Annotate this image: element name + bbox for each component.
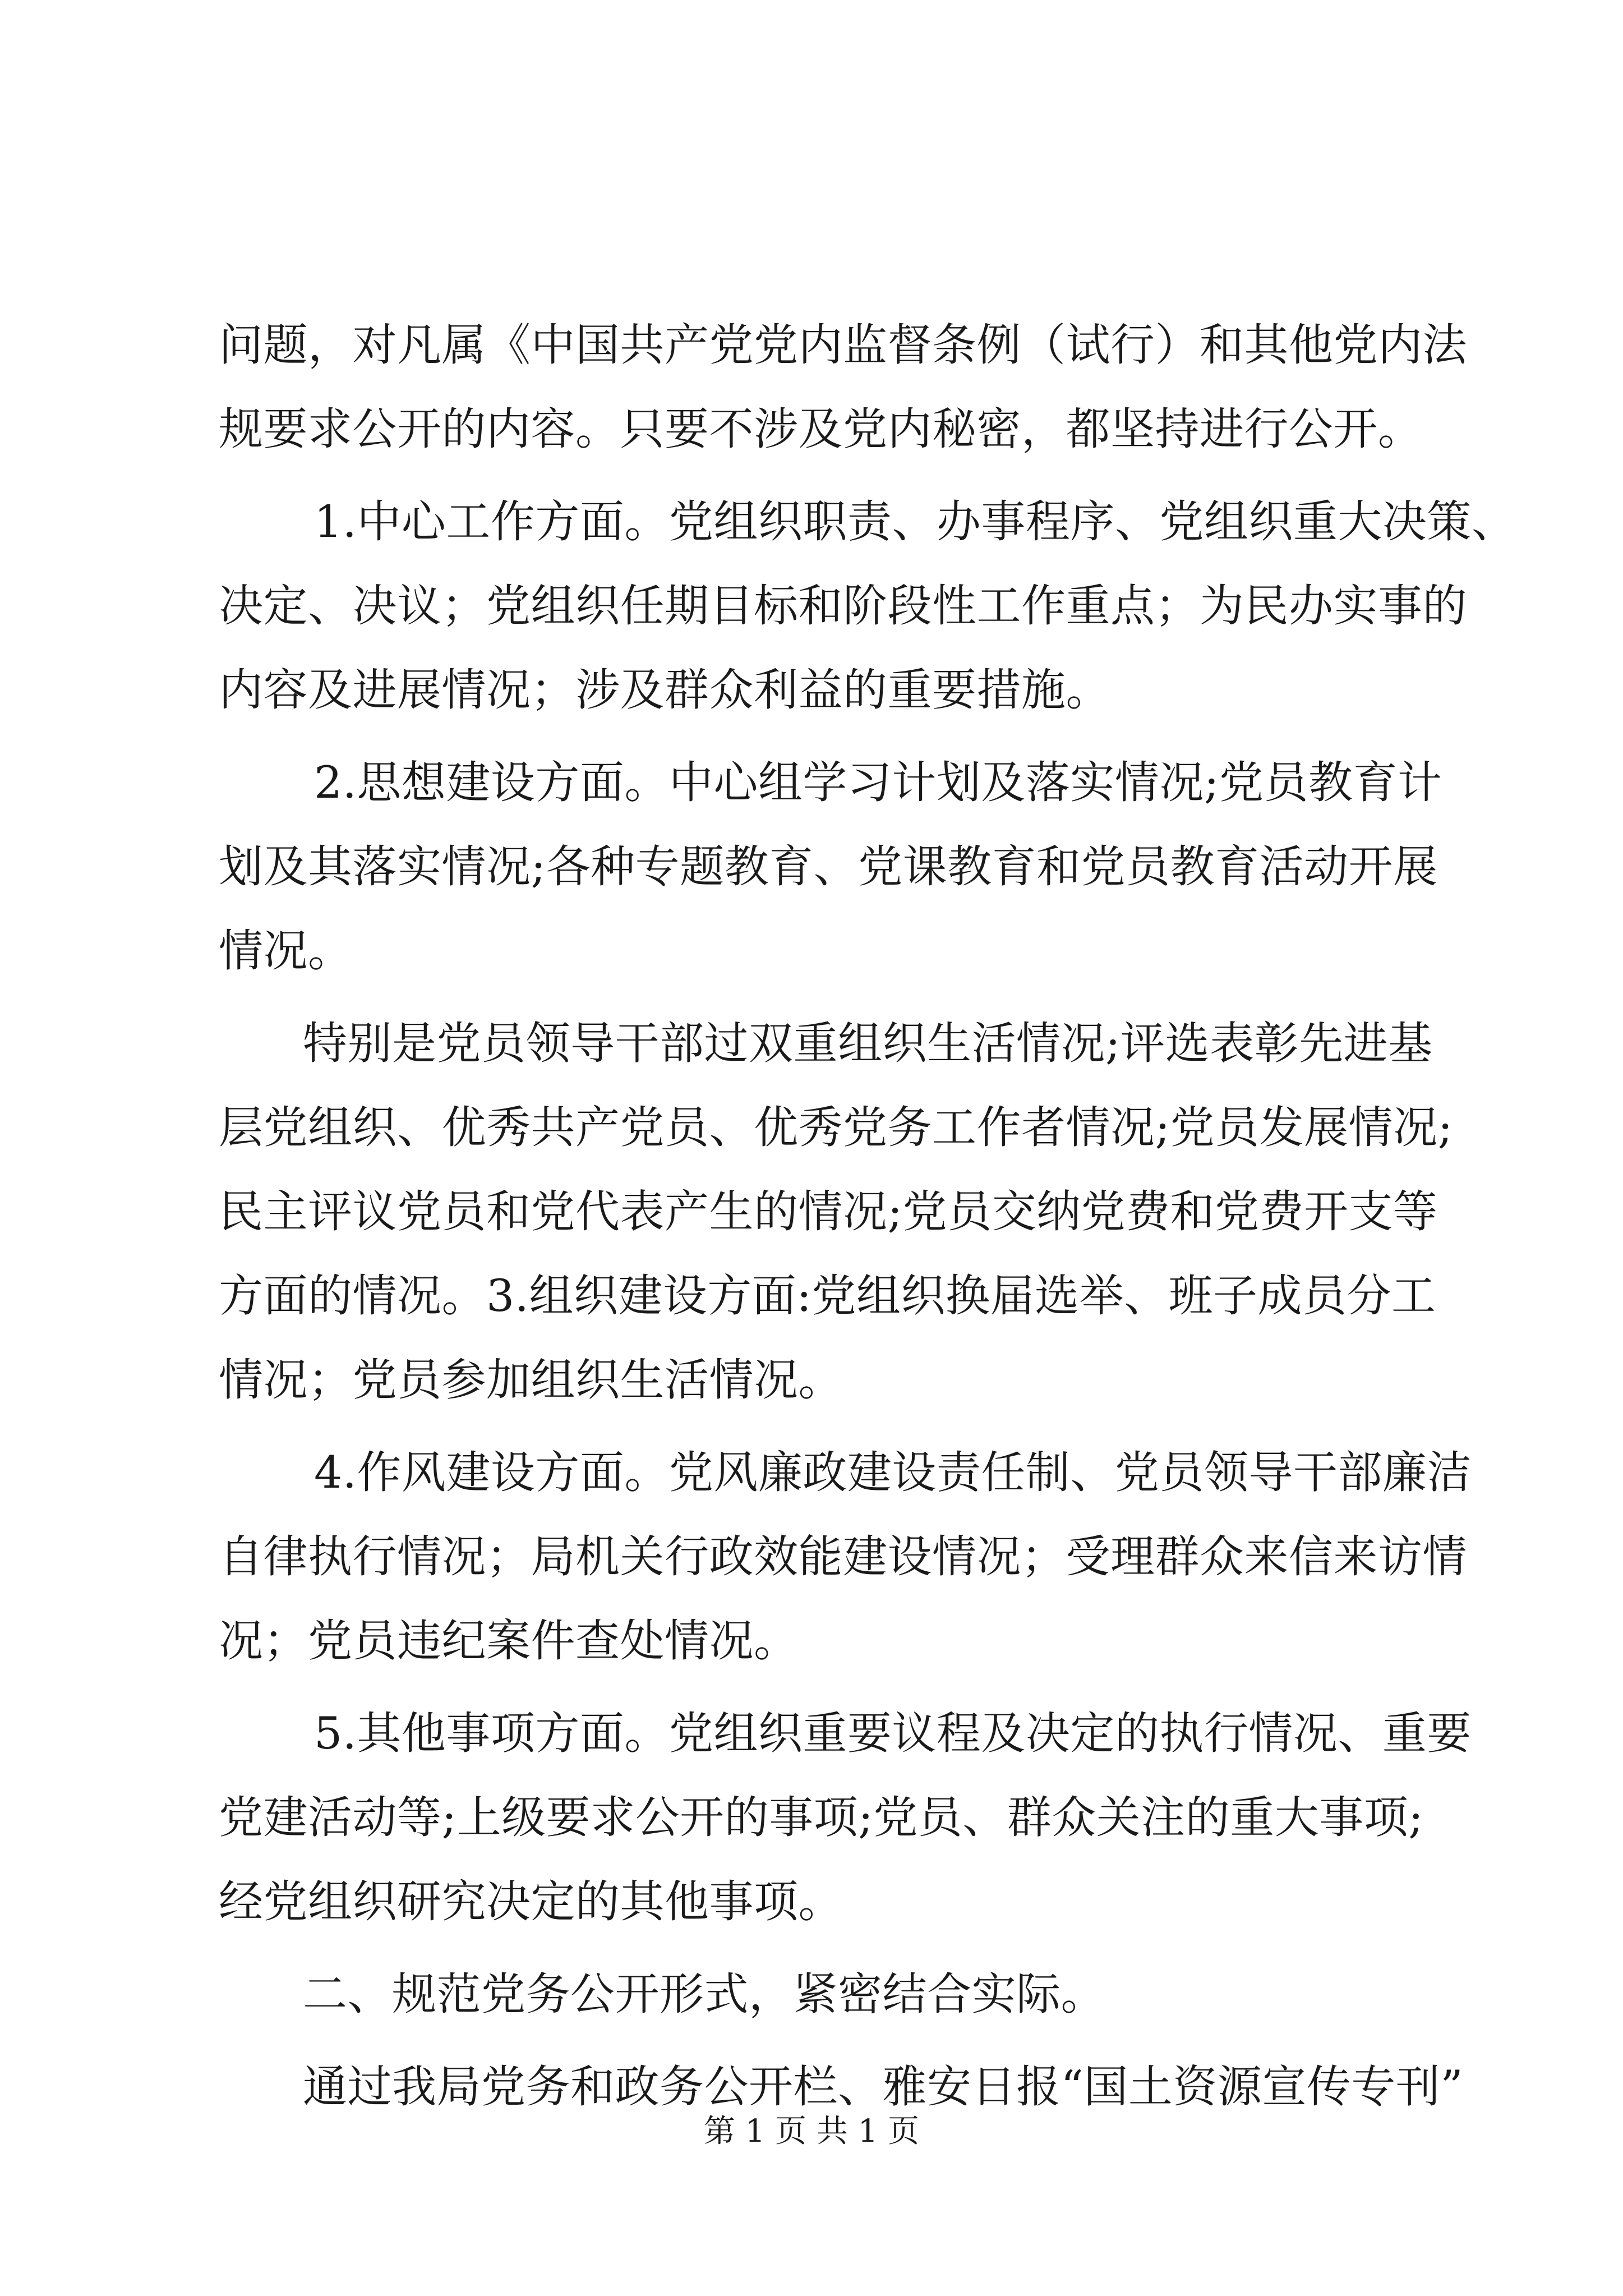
text-line: 民主评议党员和党代表产生的情况;党员交纳党费和党费开支等 [219,1186,1438,1237]
text-line: 通过我局党务和政务公开栏、雅安日报“国土资源宣传专刊” [303,2061,1464,2113]
text-line: 规要求公开的内容。只要不涉及党内秘密，都坚持进行公开。 [219,403,1423,455]
text-line: 特别是党员领导干部过双重组织生活情况;评选表彰先进基 [303,1018,1433,1069]
text-line: 划及其落实情况;各种专题教育、党课教育和党员教育活动开展 [219,841,1438,892]
text-line: 情况；党员参加组织生活情况。 [219,1354,843,1406]
text-line: 1.中心工作方面。党组织职责、办事程序、党组织重大决策、 [314,496,1516,547]
text-line: 经党组织研究决定的其他事项。 [219,1876,843,1927]
text-line: 问题，对凡属《中国共产党党内监督条例（试行）和其他党内法 [219,319,1467,371]
text-line: 况；党员违纪案件查处情况。 [219,1615,799,1667]
text-line: 4.作风建设方面。党风廉政建设责任制、党员领导干部廉洁 [314,1447,1472,1498]
text-line: 决定、决议；党组织任期目标和阶段性工作重点；为民办实事的 [219,580,1467,632]
text-line: 内容及进展情况；涉及群众利益的重要措施。 [219,664,1110,716]
text-line: 层党组织、优秀共产党员、优秀党务工作者情况;党员发展情况; [219,1102,1453,1153]
text-line: 党建活动等;上级要求公开的事项;党员、群众关注的重大事项; [219,1792,1424,1843]
text-line: 2.思想建设方面。中心组学习计划及落实情况;党员教育计 [314,757,1442,808]
text-line: 自律执行情况；局机关行政效能建设情况；受理群众来信来访情 [219,1531,1467,1582]
page-number-footer: 第 1 页 共 1 页 [703,2113,920,2150]
text-line: 方面的情况。3.组织建设方面:党组织换届选举、班子成员分工 [219,1270,1436,1322]
text-line: 5.其他事项方面。党组织重要议程及决定的执行情况、重要 [314,1708,1472,1759]
section-heading: 二、规范党务公开形式，紧密结合实际。 [303,1968,1105,2020]
text-line: 情况。 [219,925,353,977]
